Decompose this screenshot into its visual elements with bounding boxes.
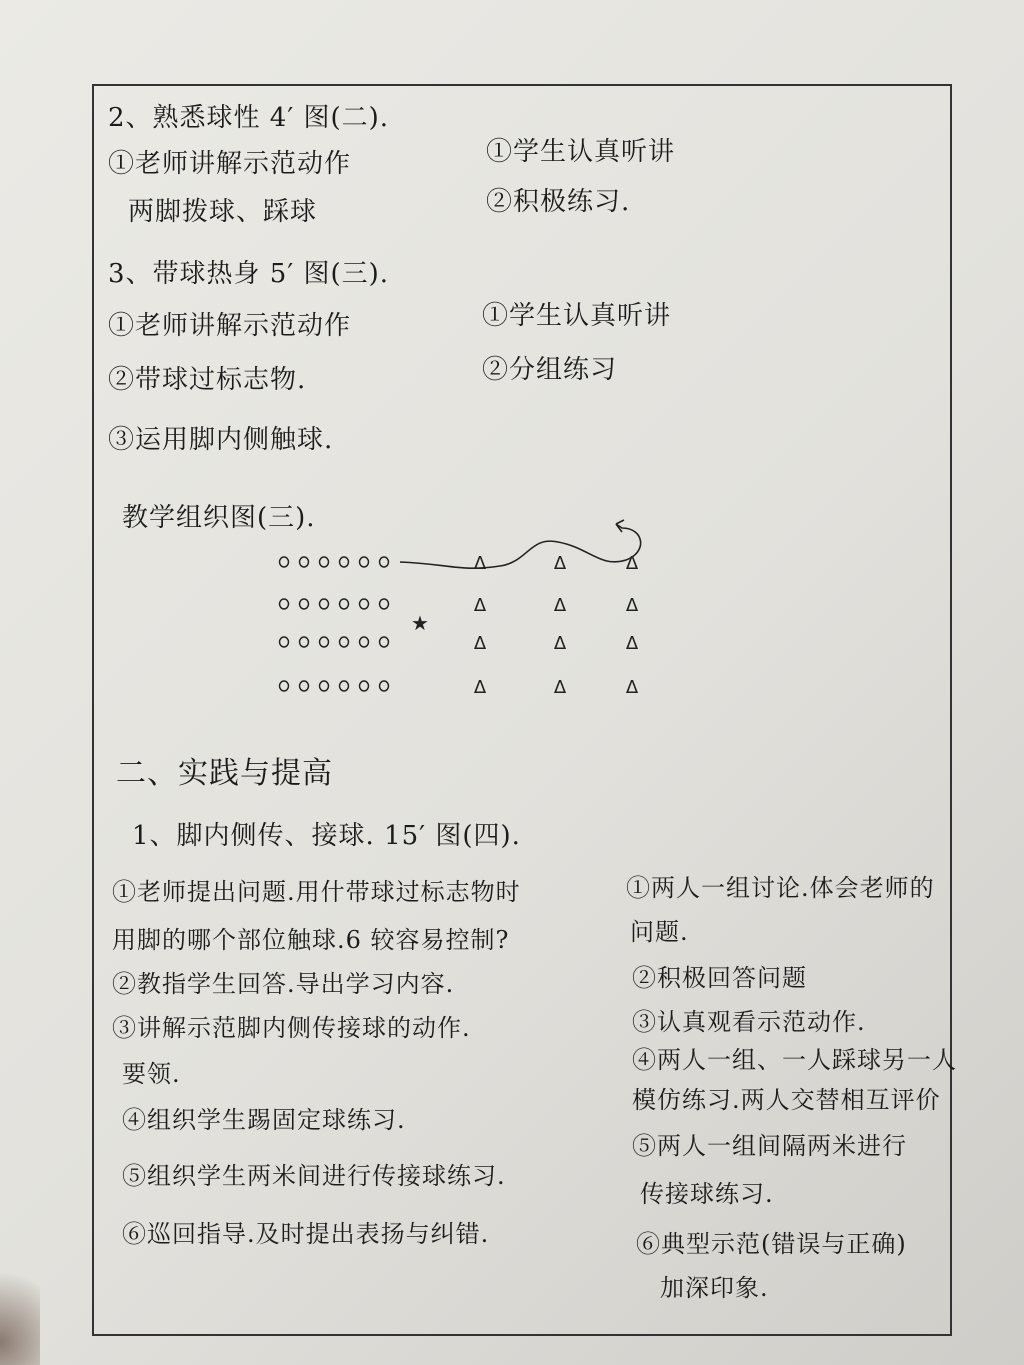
left-line: ③讲解示范脚内侧传接球的动作.: [112, 1014, 471, 1042]
player-circle: [340, 599, 349, 609]
left-line: ②带球过标志物.: [108, 365, 307, 395]
right-line: ②分组练习: [482, 355, 618, 385]
right-line: ①学生认真听讲: [486, 137, 676, 167]
player-circle: [280, 681, 289, 691]
cone-marker: Δ: [553, 553, 567, 574]
player-circle: [360, 637, 369, 647]
player-circle: [320, 637, 329, 647]
cone-marker: Δ: [625, 677, 639, 698]
player-circle: [340, 681, 349, 691]
player-circle: [340, 557, 349, 567]
left-line: 两脚拨球、踩球: [128, 197, 318, 227]
right-line: ②积极练习.: [486, 187, 631, 217]
player-circle: [320, 557, 329, 567]
player-circle: [320, 681, 329, 691]
cone-marker: Δ: [473, 553, 487, 574]
left-line: 用脚的哪个部位触球.6 较容易控制?: [112, 926, 510, 954]
section-practice-heading: 二、实践与提高: [116, 756, 333, 791]
right-line: ①两人一组讨论.体会老师的: [626, 874, 935, 902]
player-circle: [360, 681, 369, 691]
right-line: ①学生认真听讲: [482, 301, 672, 331]
left-line: ①老师提出问题.用什带球过标志物时: [112, 878, 521, 906]
right-line: ④两人一组、一人踩球另一人: [632, 1046, 957, 1074]
left-line: ①老师讲解示范动作: [108, 149, 352, 179]
teacher-star: ★: [411, 611, 429, 635]
heading-familiarize-ball: 2、熟悉球性 4′ 图(二).: [108, 103, 390, 133]
finger-shadow: [0, 1250, 40, 1365]
player-circle: [360, 557, 369, 567]
cone-marker: Δ: [553, 633, 567, 654]
heading-pass-receive: 1、脚内侧传、接球. 15′ 图(四).: [132, 821, 521, 851]
cone-marker: Δ: [473, 677, 487, 698]
right-line: 传接球练习.: [640, 1180, 774, 1208]
cone-marker: Δ: [553, 677, 567, 698]
player-circle: [300, 637, 309, 647]
player-circle: [380, 599, 389, 609]
player-circle: [360, 599, 369, 609]
player-circle: [280, 599, 289, 609]
left-line: ②教指学生回答.导出学习内容.: [112, 970, 455, 998]
right-line: 问题.: [630, 918, 689, 946]
left-line: ⑥巡回指导.及时提出表扬与纠错.: [122, 1220, 490, 1248]
cone-marker: Δ: [473, 595, 487, 616]
cone-marker: Δ: [625, 633, 639, 654]
player-circle: [380, 681, 389, 691]
cone-marker: Δ: [625, 553, 639, 574]
player-circle: [280, 637, 289, 647]
left-line: ①老师讲解示范动作: [108, 311, 352, 341]
left-line: 要领.: [122, 1060, 181, 1088]
cone-marker: Δ: [473, 633, 487, 654]
right-line: 模仿练习.两人交替相互评价: [632, 1086, 941, 1114]
player-circle: [380, 557, 389, 567]
player-circle: [300, 681, 309, 691]
dribble-path-line: [400, 524, 641, 568]
cone-marker: Δ: [553, 595, 567, 616]
left-line: ⑤组织学生两米间进行传接球练习.: [122, 1162, 506, 1190]
player-circle: [300, 599, 309, 609]
right-line: ③认真观看示范动作.: [632, 1008, 866, 1036]
player-circle: [300, 557, 309, 567]
player-circle: [340, 637, 349, 647]
teaching-organization-diagram: [260, 510, 680, 720]
left-line: ③运用脚内侧触球.: [108, 425, 334, 455]
right-line: 加深印象.: [660, 1274, 769, 1302]
player-circle: [280, 557, 289, 567]
cone-marker: Δ: [625, 595, 639, 616]
right-line: ⑤两人一组间隔两米进行: [632, 1132, 907, 1160]
left-line: ④组织学生踢固定球练习.: [122, 1106, 406, 1134]
player-circle: [380, 637, 389, 647]
player-circle: [320, 599, 329, 609]
right-line: ②积极回答问题: [632, 964, 807, 992]
right-line: ⑥典型示范(错误与正确): [636, 1230, 907, 1258]
heading-dribble-warmup: 3、带球热身 5′ 图(三).: [108, 259, 390, 289]
diagram-title: 教学组织图(三).: [122, 503, 316, 533]
